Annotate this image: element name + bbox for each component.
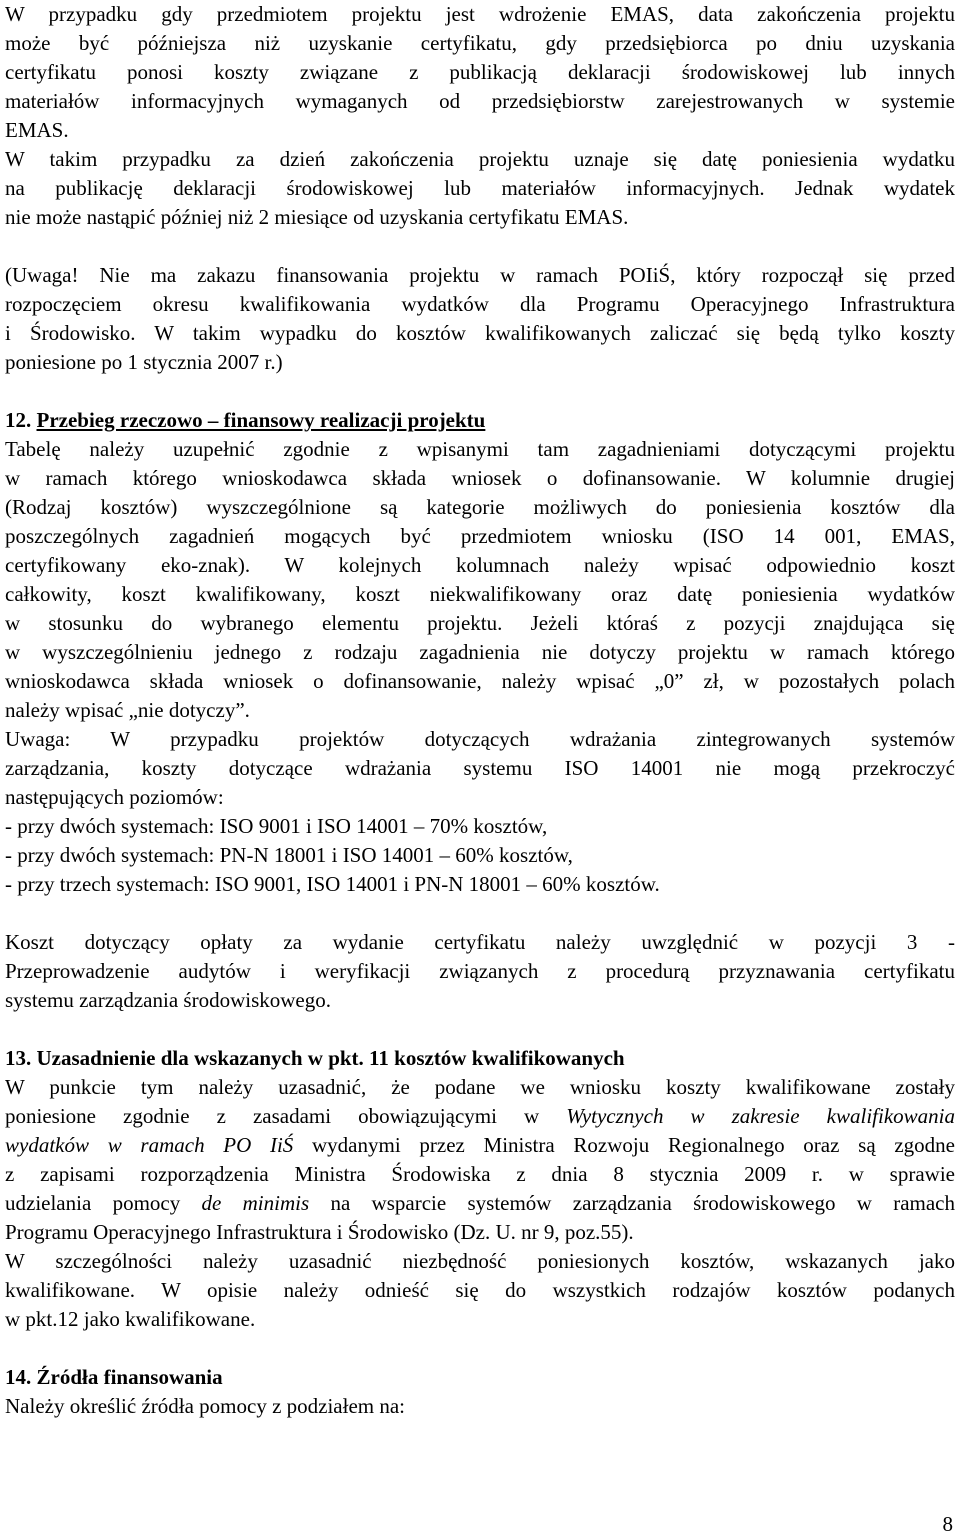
list-item: - przy dwóch systemach: ISO 9001 i ISO 14001 – 70% kosztów, [5,814,548,838]
text-line: Uwaga: W przypadku projektów dotyczących wdrażania zintegrowanych systemów [5,727,955,751]
text-line: i Środowisko. W takim wypadku do kosztów kwalifikowanych zaliczać się będą tylko koszty [5,321,955,345]
text-line: poniesione po 1 stycznia 2007 r.) [5,350,283,374]
text-line: Tabelę należy uzupełnić zgodnie z wpisanymi tam zagadnieniami dotyczącymi projektu [5,437,955,461]
text-line: W punkcie tym należy uzasadnić, że podane we wniosku koszty kwalifikowane zostały [5,1075,955,1099]
document-page [5,0,955,1421]
text-fragment: na wsparcie systemów zarządzania środowiskowego w ramach [309,1191,955,1215]
text-line: (Uwaga! Nie ma zakazu finansowania projektu w ramach POIiŚ, który rozpoczął się przed [5,263,955,287]
text-line: Programu Operacyjnego Infrastruktura i Środowisko (Dz. U. nr 9, poz.55). [5,1220,634,1244]
text-line: poszczególnych zagadnień mogących być przedmiotem wniosku (ISO 14 001, EMAS, [5,524,955,548]
section-12-heading [5,406,955,435]
text-line: w pkt.12 jako kwalifikowane. [5,1307,256,1331]
text-line: materiałów informacyjnych wymaganych od przedsiębiorstw zarejestrowanych w systemie [5,89,955,113]
text-line: w wyszczególnieniu jednego z rodzaju zagadnienia nie dotyczy projektu w ramach którego [5,640,955,664]
text-line: wnioskodawca składa wniosek o dofinansowanie, należy wpisać „0” zł, w pozostałych polach [5,669,955,693]
text-line: całkowity, koszt kwalifikowany, koszt niekwalifikowany oraz datę poniesienia wydatków [5,582,955,606]
section-12 [5,406,955,1015]
text-line [5,1102,955,1131]
text-line: Przeprowadzenie audytów i weryfikacji związanych z procedurą przyznawania certyfikatu [5,959,955,983]
text-fragment: poniesione zgodnie z zasadami obowiązującymi w [5,1104,567,1128]
text-line: należy wpisać „nie dotyczy”. [5,698,250,722]
text-line: certyfikowany eko-znak). W kolejnych kolumnach należy wpisać odpowiednio koszt [5,553,955,577]
text-line: w stosunku do wybranego elementu projektu. Jeżeli któraś z pozycji znajdująca się [5,611,955,635]
paragraph-note-poiis [5,261,955,377]
text-line: z zapisami rozporządzenia Ministra Środowiska z dnia 8 stycznia 2009 r. w sprawie [5,1162,955,1186]
page-number: 8 [942,1512,953,1536]
text-line: (Rodzaj kosztów) wyszczególnione są kategorie możliwych do poniesienia kosztów dla [5,495,955,519]
spacer [5,1334,955,1363]
spacer [5,232,955,261]
spacer [5,377,955,406]
text-line: W takim przypadku za dzień zakończenia projektu uznaje się datę poniesienia wydatku [5,147,955,171]
text-fragment-italic: wydatków w ramach PO IiŚ [5,1133,294,1157]
text-line: rozpoczęciem okresu kwalifikowania wydatków dla Programu Operacyjnego Infrastruktura [5,292,955,316]
spacer [5,1015,955,1044]
text-fragment-italic: Wytycznych w zakresie kwalifikowania [566,1104,956,1128]
text-line: może być późniejsza niż uzyskanie certyfikatu, gdy przedsiębiorca po dniu uzyskania [5,31,955,55]
text-line: Koszt dotyczący opłaty za wydanie certyfikatu należy uwzględnić w pozycji 3 - [5,930,955,954]
text-line: w ramach którego wnioskodawca składa wniosek o dofinansowanie. W kolumnie drugiej [5,466,955,490]
text-line: Należy określić źródła pomocy z podziałem na: [5,1394,406,1418]
text-line [5,1131,955,1160]
text-line [5,1189,955,1218]
list-item: - przy trzech systemach: ISO 9001, ISO 14001 i PN-N 18001 – 60% kosztów. [5,872,660,896]
section-12-title: Przebieg rzeczowo – finansowy realizacji projektu [36,408,486,432]
list-item: - przy dwóch systemach: PN-N 18001 i ISO 14001 – 60% kosztów, [5,843,573,867]
text-line: W przypadku gdy przedmiotem projektu jest wdrożenie EMAS, data zakończenia projektu [5,2,955,26]
text-fragment: wydanymi przez Ministra Rozwoju Regionalnego oraz są zgodne [293,1133,955,1157]
paragraph-emas-end-date [5,0,955,232]
text-line: nie może nastąpić później niż 2 miesiące od uzyskania certyfikatu EMAS. [5,205,629,229]
text-fragment-italic: de minimis [201,1191,310,1215]
section-13 [5,1044,955,1334]
section-12-number: 12. [5,408,32,432]
text-line: systemu zarządzania środowiskowego. [5,988,331,1012]
section-13-heading: 13. Uzasadnienie dla wskazanych w pkt. 11 kosztów kwalifikowanych [5,1046,625,1070]
text-line: zarządzania, koszty dotyczące wdrażania systemu ISO 14001 nie mogą przekroczyć [5,756,955,780]
text-line: następujących poziomów: [5,785,224,809]
text-line: certyfikatu ponosi koszty związane z publikacją deklaracji środowiskowej lub innych [5,60,955,84]
text-line: W szczególności należy uzasadnić niezbędność poniesionych kosztów, wskazanych jako [5,1249,955,1273]
spacer [5,899,955,928]
section-14 [5,1363,955,1421]
text-line: na publikację deklaracji środowiskowej lub materiałów informacyjnych. Jednak wydatek [5,176,955,200]
section-14-heading: 14. Źródła finansowania [5,1365,223,1389]
text-fragment: udzielania pomocy [5,1191,202,1215]
text-line: kwalifikowane. W opisie należy odnieść się do wszystkich rodzajów kosztów podanych [5,1278,955,1302]
text-line: EMAS. [5,118,69,142]
